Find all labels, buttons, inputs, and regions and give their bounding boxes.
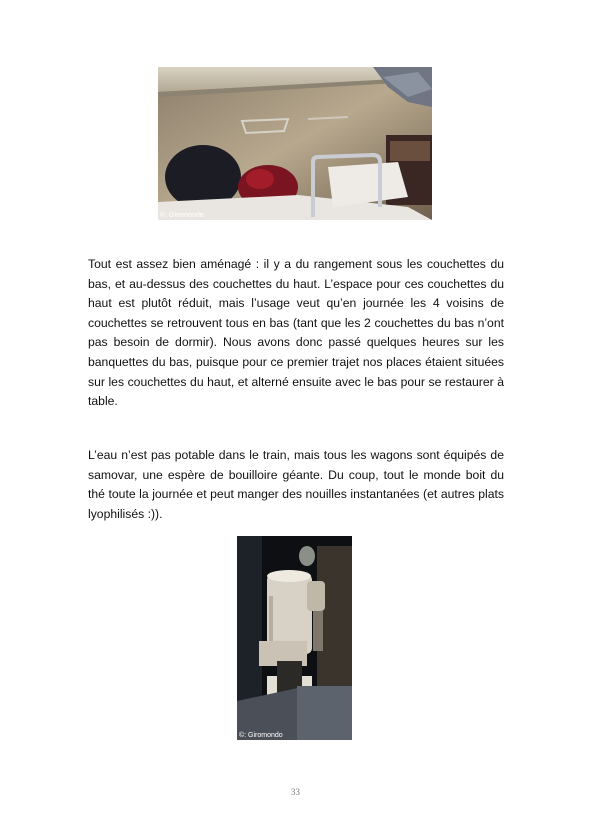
page-number: 33 bbox=[291, 787, 300, 797]
compartment-photo bbox=[158, 67, 432, 220]
body-paragraph: L’eau n’est pas potable dans le train, mais tous les wagons sont équipés de samovar, une espère de bouilloire géante. Du coup, tout le monde boit du thé toute la journée et peut manger des nouilles instantanées (et autres plats lyophilisés :)). bbox=[88, 448, 504, 521]
samovar-photo-graphic bbox=[237, 536, 352, 740]
samovar-photo bbox=[237, 536, 352, 740]
photo-credit: ©: Giromondo bbox=[160, 212, 204, 219]
photo-credit: ©: Giromondo bbox=[239, 732, 283, 739]
compartment-photo-graphic bbox=[158, 67, 432, 220]
body-paragraph: Tout est assez bien aménagé : il y a du rangement sous les couchettes du bas, et au-dessus des couchettes du haut. L’espace pour ces couchettes du haut est plutôt réduit, mais l’usage veut qu’en journée les 4 voisins de couchettes se retrouvent tous en bas (tant que les 2 couchettes du bas n’ont pas besoin de dormir). Nous avons donc passé quelques heures sur les banquettes du bas, puisque pour ce premier trajet nos places étaient situées sur les couchettes du haut, et alterné ensuite avec le bas pour se restaurer à table. bbox=[88, 257, 504, 409]
